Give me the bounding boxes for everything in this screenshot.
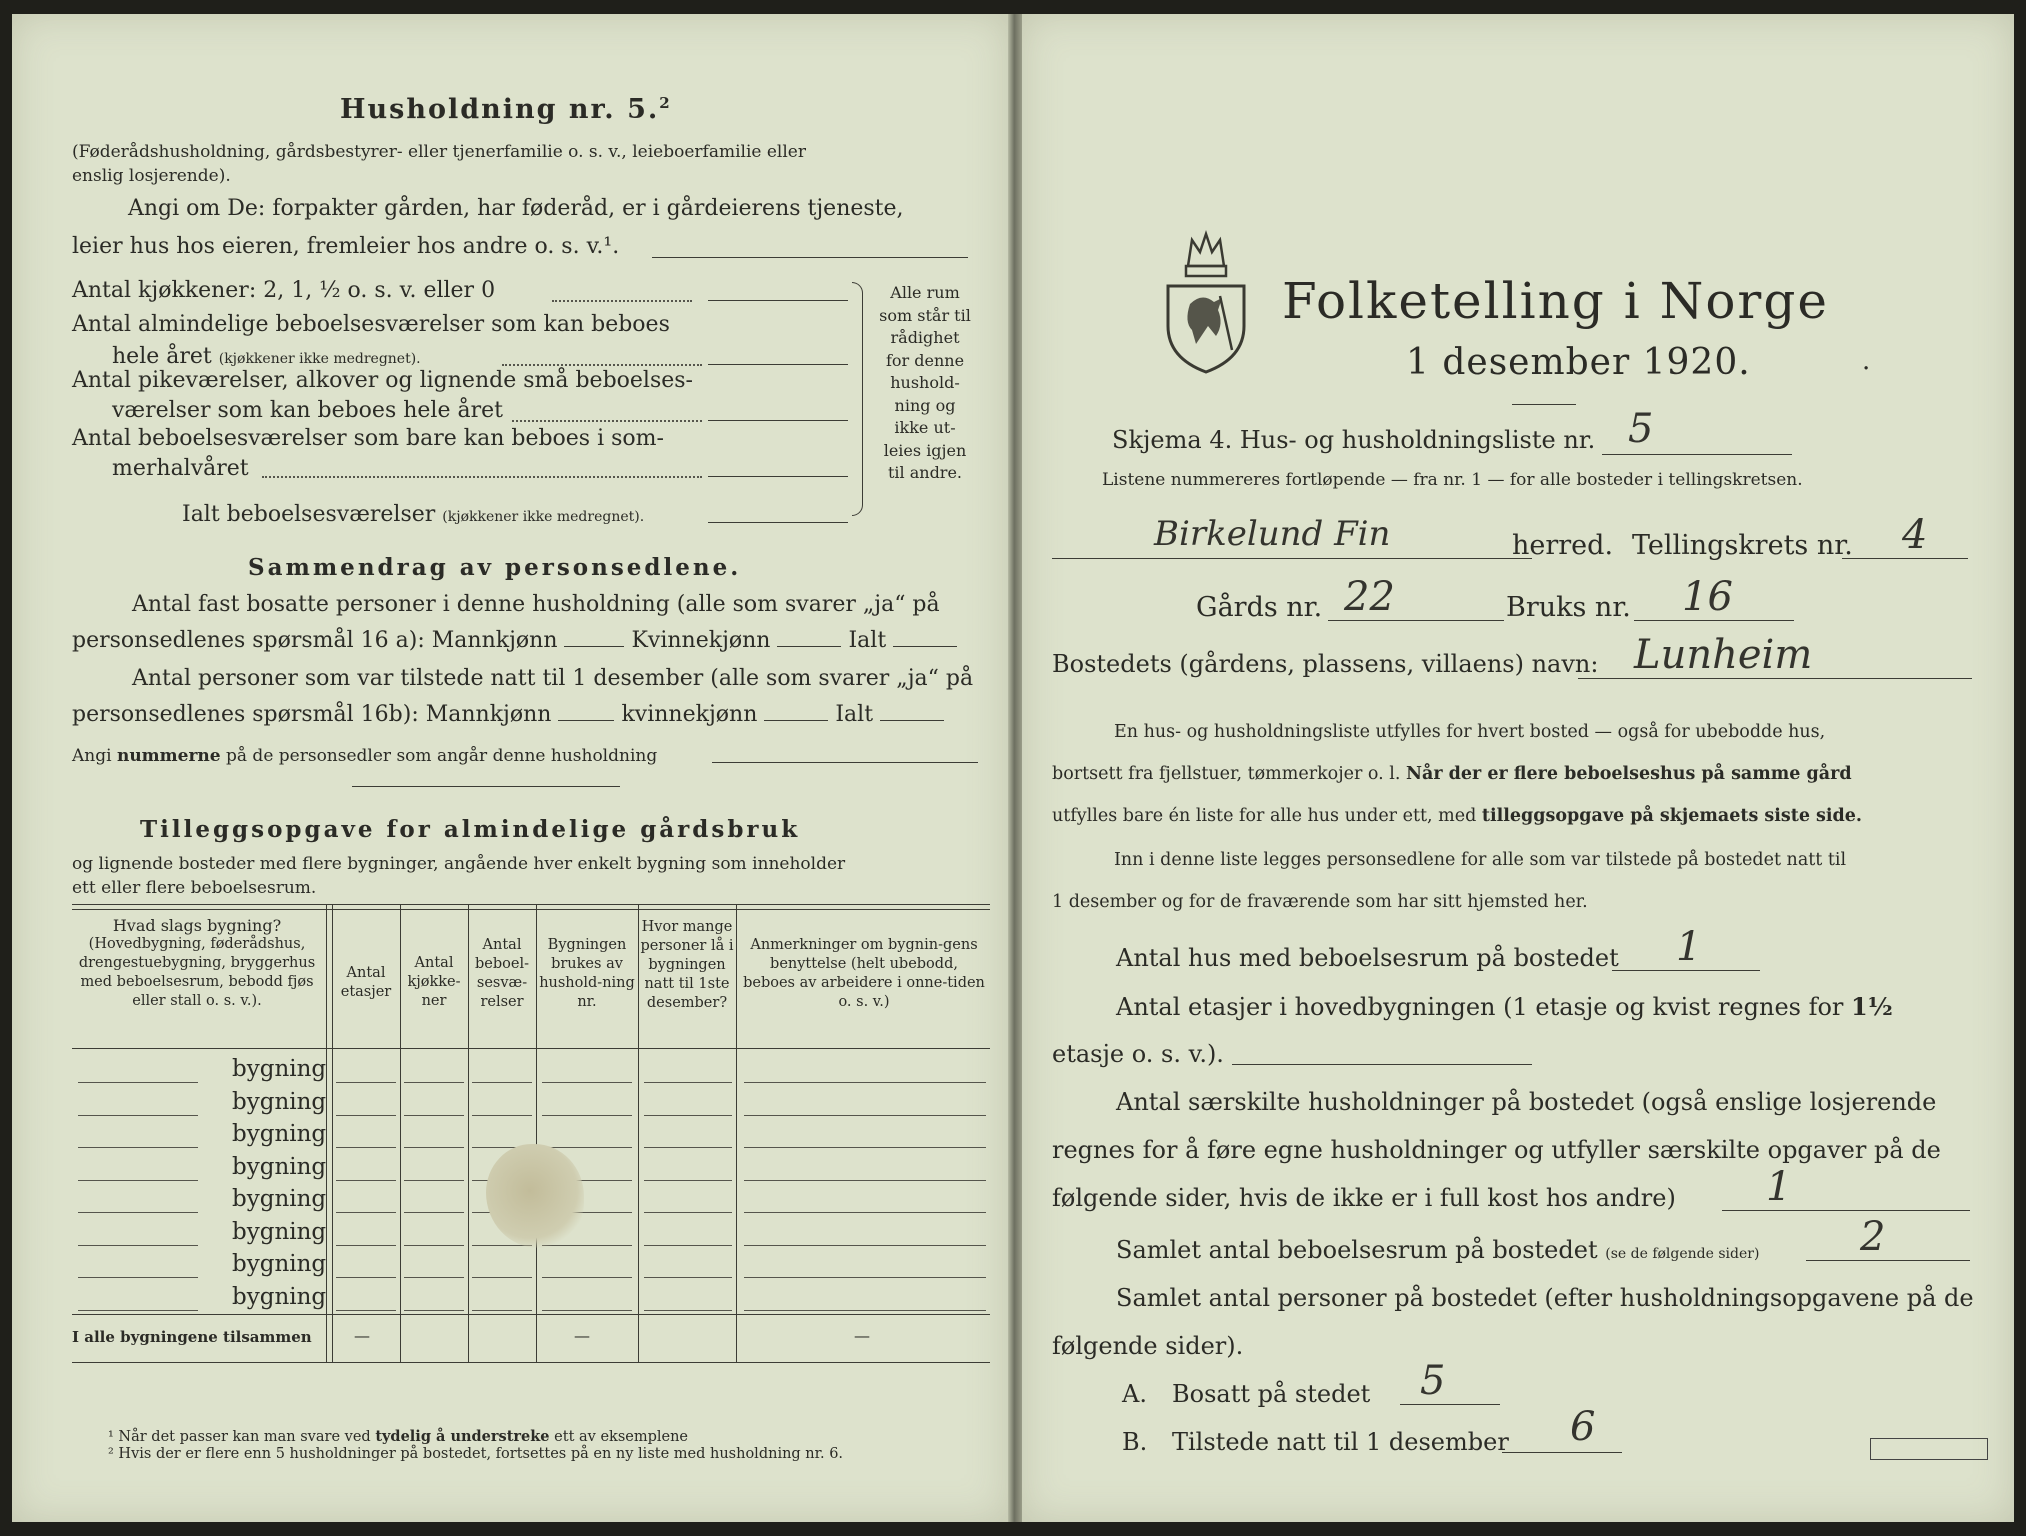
- row-building-blank: [78, 1310, 198, 1311]
- table-cell: [336, 1115, 396, 1116]
- header-persons: Hvor mange personer lå i bygningen natt til 1ste desember?: [640, 919, 734, 1011]
- q-households-value: 1: [1766, 1164, 1792, 1210]
- q-houses-answer-line: [1612, 970, 1760, 971]
- header-rooms: Antal beboel-sesvæ-relser: [475, 937, 529, 1010]
- table-row-label: bygning: [232, 1283, 327, 1310]
- rooms-maids-2: værelser som kan beboes hele året: [112, 398, 503, 423]
- gards-label: Gårds nr.: [1196, 592, 1323, 623]
- q-houses: Antal hus med beboelsesrum på bostedet: [1116, 944, 1619, 972]
- row-building-blank: [78, 1277, 198, 1278]
- a-text: Bosatt på stedet: [1172, 1380, 1371, 1408]
- rooms-total: Ialt beboelsesværelser (kjøkkener ikke medregnet).: [182, 502, 645, 527]
- row-building-blank: [78, 1180, 198, 1181]
- side-note-line: Alle rum: [890, 283, 960, 302]
- info-line-4: Inn i denne liste legges personsedlene for alle som var tilstede på bostedet natt til: [1114, 850, 1847, 870]
- table-row-label: bygning: [232, 1251, 327, 1277]
- table-cell: [542, 1115, 632, 1116]
- table-cell: [744, 1180, 986, 1181]
- header-floors: Antal etasjer: [340, 965, 392, 1000]
- table-cell: [404, 1245, 464, 1246]
- supplement-title: Tilleggsopgave for almindelige gårdsbruk: [140, 816, 801, 843]
- stray-dot: ·: [1862, 354, 1871, 384]
- numbering-note: Listene nummereres fortløpende — fra nr. 1 — for alle bosteder i tellingskretsen.: [1102, 470, 1803, 490]
- b-text: Tilstede natt til 1 desember: [1172, 1428, 1509, 1456]
- table-cell: [404, 1212, 464, 1213]
- rooms-ordinary-1: Antal almindelige beboelsesværelser som kan beboes: [72, 312, 670, 337]
- table-cell: [472, 1277, 532, 1278]
- bosted-label: Bostedets (gårdens, plassens, villaens) navn:: [1052, 650, 1599, 678]
- table-col-rule: [332, 904, 333, 1362]
- row-building-blank: [78, 1115, 198, 1116]
- dots: [512, 420, 702, 422]
- herred-value: Birkelund Fin: [1154, 514, 1391, 554]
- table-cell: [336, 1147, 396, 1148]
- header-kitchens: Antal kjøkke-ner: [407, 955, 461, 1009]
- table-cell: [404, 1082, 464, 1083]
- table-cell: [404, 1277, 464, 1278]
- page-fold: [1008, 14, 1022, 1522]
- info-line-2: bortsett fra fjellstuer, tømmerkojer o. l. Når der er flere beboelseshus på samme gård: [1052, 764, 1852, 784]
- table-rule: [72, 1362, 990, 1363]
- summary-line-4: personsedlenes spørsmål 16b): Mannkjønn kvinnekjønn Ialt: [72, 702, 944, 727]
- brace: [852, 282, 863, 516]
- table-cell: [744, 1310, 986, 1311]
- a-answer-line: [1400, 1404, 1500, 1405]
- table-cell: [542, 1310, 632, 1311]
- table-cell: [744, 1082, 986, 1083]
- q-rooms: Samlet antal beboelsesrum på bostedet (se de følgende sider): [1116, 1236, 1760, 1264]
- table-cell: [644, 1180, 732, 1181]
- b-value: 6: [1570, 1404, 1596, 1450]
- supplement-text-1: og lignende bosteder med flere bygninger, angående hver enkelt bygning som inneholder: [72, 854, 846, 874]
- info-line-3: utfylles bare én liste for alle hus under ett, med tilleggsopgave på skjemaets siste side.: [1052, 806, 1863, 826]
- table-cell: [644, 1245, 732, 1246]
- table-cell: [404, 1147, 464, 1148]
- table-cell: [336, 1180, 396, 1181]
- header-household: Bygningen brukes av hushold-ning nr.: [539, 937, 635, 1010]
- table-cell: [744, 1212, 986, 1213]
- table-cell: [744, 1277, 986, 1278]
- side-note-line: som står til: [879, 305, 971, 325]
- q-households-answer-line: [1722, 1210, 1970, 1211]
- rooms-kitchens: Antal kjøkkener: 2, 1, ½ o. s. v. eller 0: [72, 278, 496, 303]
- table-cell: [472, 1310, 532, 1311]
- question-line-1: Angi om De: forpakter gården, har føderåd, er i gårdeierens tjeneste,: [128, 196, 904, 221]
- schema-label: Skjema 4. Hus- og husholdningsliste nr.: [1112, 426, 1596, 454]
- table-cell: [336, 1310, 396, 1311]
- answer-line-total: [708, 522, 848, 523]
- a-label: A.: [1122, 1380, 1147, 1408]
- total-dash: —: [354, 1326, 370, 1345]
- q-rooms-value: 2: [1860, 1214, 1886, 1260]
- rooms-summer-1: Antal beboelsesværelser som bare kan beboes i som-: [72, 426, 664, 451]
- table-cell: [644, 1277, 732, 1278]
- dots: [262, 476, 702, 478]
- row-building-blank: [78, 1212, 198, 1213]
- total-dash: —: [854, 1326, 870, 1345]
- table-cell: [404, 1180, 464, 1181]
- summary-line-1: Antal fast bosatte personer i denne husholdning (alle som svarer „ja“ på: [132, 592, 940, 617]
- rooms-ordinary-2: hele året (kjøkkener ikke medregnet).: [112, 344, 421, 369]
- table-cell: [542, 1082, 632, 1083]
- q-floors-2: etasje o. s. v.).: [1052, 1040, 1224, 1068]
- section-divider: [352, 786, 620, 787]
- bruks-answer-line: [1634, 620, 1794, 621]
- intro-line-1: (Føderådshusholdning, gårdsbestyrer- eller tjenerfamilie o. s. v., leieboerfamilie eller: [72, 142, 806, 162]
- gards-answer-line: [1328, 620, 1504, 621]
- table-rule: [72, 904, 990, 905]
- table-cell: [542, 1147, 632, 1148]
- answer-line-ordinary: [708, 364, 848, 365]
- rooms-summer-2: merhalvåret: [112, 456, 249, 481]
- table-cell: [542, 1277, 632, 1278]
- dots: [552, 300, 692, 302]
- table-col-rule: [536, 904, 537, 1362]
- question-answer-line: [652, 257, 968, 258]
- answer-line-kitchens: [708, 300, 848, 301]
- krets-label: Tellingskrets nr.: [1632, 530, 1853, 561]
- supplement-text-2: ett eller flere beboelsesrum.: [72, 878, 317, 898]
- table-cell: [472, 1082, 532, 1083]
- row-building-blank: [78, 1245, 198, 1246]
- table-cell: [644, 1310, 732, 1311]
- q-houses-value: 1: [1676, 924, 1702, 970]
- q-households-2: regnes for å føre egne husholdninger og utfyller særskilte opgaver på de: [1052, 1136, 1941, 1164]
- household-title: Husholdning nr. 5.$^2$: [340, 94, 672, 125]
- rooms-maids-1: Antal pikeværelser, alkover og lignende små beboelses-: [72, 368, 693, 393]
- numbers-answer-line: [712, 762, 978, 763]
- herred-answer-line: [1052, 558, 1532, 559]
- table-row-label: bygning: [232, 1218, 327, 1245]
- schema-value: 5: [1628, 406, 1654, 452]
- table-cell: [744, 1147, 986, 1148]
- table-cell: [744, 1245, 986, 1246]
- bruks-label: Bruks nr.: [1506, 592, 1631, 623]
- krets-answer-line: [1842, 558, 1968, 559]
- side-note-line: for denne: [885, 350, 965, 370]
- answer-line-summer: [708, 476, 848, 477]
- total-dash: —: [574, 1326, 590, 1345]
- b-label: B.: [1122, 1428, 1148, 1456]
- summary-line-2: personsedlenes spørsmål 16 a): Mannkjønn Kvinnekjønn Ialt: [72, 628, 957, 653]
- summary-title: Sammendrag av personsedlene.: [248, 554, 742, 581]
- q-households-3: følgende sider, hvis de ikke er i full kost hos andre): [1052, 1184, 1676, 1212]
- table-row-label: bygning: [232, 1153, 327, 1180]
- q-persons-1: Samlet antal personer på bostedet (efter husholdningsopgavene på de: [1116, 1284, 1974, 1312]
- q-floors-answer-line: [1232, 1064, 1532, 1065]
- table-cell: [644, 1082, 732, 1083]
- table-cell: [472, 1115, 532, 1116]
- header-remarks: Anmerkninger om bygnin-gens benyttelse (helt ubebodd, beboes av arbeidere i onne-tiden o. s. v.): [743, 937, 985, 1010]
- schema-answer-line: [1602, 454, 1792, 455]
- b-answer-line: [1502, 1452, 1622, 1453]
- info-line-5: 1 desember og for de fraværende som har sitt hjemsted her.: [1052, 892, 1588, 912]
- dots: [502, 364, 702, 366]
- census-title: Folketelling i Norge: [1282, 272, 1829, 330]
- krets-value: 4: [1902, 512, 1928, 558]
- q-persons-2: følgende sider).: [1052, 1332, 1244, 1360]
- table-cell: [644, 1212, 732, 1213]
- a-value: 5: [1420, 1358, 1446, 1404]
- table-cell: [336, 1212, 396, 1213]
- table-col-rule: [400, 904, 401, 1362]
- paper-stain: [486, 1144, 584, 1248]
- answer-line-maids: [708, 420, 848, 421]
- side-note-line: ikke ut-: [894, 418, 956, 437]
- total-label: I alle bygningene tilsammen: [72, 1328, 312, 1346]
- side-note-line: rådighet: [890, 328, 960, 347]
- summary-line-5: Angi nummerne på de personsedler som angår denne husholdning: [72, 746, 658, 766]
- footnote-1: ¹ Når det passer kan man svare ved tydelig å understreke ett av eksemplene: [108, 1428, 689, 1445]
- table-cell: [644, 1115, 732, 1116]
- coat-of-arms-icon: [1162, 226, 1250, 376]
- table-cell: [336, 1277, 396, 1278]
- bruks-value: 16: [1682, 574, 1733, 620]
- bosted-value: Lunheim: [1634, 632, 1813, 678]
- header-building-type: Hvad slags bygning? (Hovedbygning, føderådshus, drengestuebygning, bryggerhus med beboelsesrum, bebodd fjøs eller stall o. s. v.).: [78, 916, 316, 1009]
- table-col-rule: [638, 904, 639, 1362]
- table-cell: [404, 1310, 464, 1311]
- table-row-label: bygning: [232, 1088, 327, 1115]
- q-floors-1: Antal etasjer i hovedbygningen (1 etasje og kvist regnes for 1½: [1116, 992, 1893, 1021]
- table-cell: [336, 1245, 396, 1246]
- question-line-2: leier hus hos eieren, fremleier hos andre o. s. v.¹.: [72, 234, 620, 259]
- herred-label: herred.: [1512, 530, 1614, 561]
- table-col-rule: [736, 904, 737, 1362]
- side-note-line: leies igjen: [883, 440, 967, 460]
- summary-line-3: Antal personer som var tilstede natt til 1 desember (alle som svarer „ja“ på: [132, 666, 974, 691]
- table-cell: [336, 1082, 396, 1083]
- info-line-1: En hus- og husholdningsliste utfylles for hvert bosted — også for ubebodde hus,: [1114, 722, 1826, 742]
- right-page: [1022, 14, 2014, 1522]
- left-page: [12, 14, 1008, 1522]
- bosted-answer-line: [1578, 678, 1972, 679]
- side-note-line: til andre.: [887, 463, 963, 482]
- row-building-blank: [78, 1082, 198, 1083]
- gards-value: 22: [1344, 574, 1395, 620]
- table-rule: [72, 1314, 990, 1315]
- table-row-label: bygning: [232, 1121, 327, 1147]
- table-row-label: bygning: [232, 1056, 327, 1082]
- table-rule: [72, 909, 990, 910]
- side-note-line: hushold-: [890, 373, 960, 392]
- table-cell: [404, 1115, 464, 1116]
- intro-line-2: enslig losjerende).: [72, 166, 231, 186]
- table-rule: [72, 1048, 990, 1049]
- table-cell: [744, 1115, 986, 1116]
- title-divider: [1512, 404, 1576, 405]
- side-note-line: ning og: [894, 395, 956, 415]
- census-date: 1 desember 1920.: [1406, 342, 1751, 383]
- row-building-blank: [78, 1147, 198, 1148]
- printer-stamp: [1870, 1438, 1988, 1460]
- side-note: [870, 282, 980, 485]
- table-col-rule: [468, 904, 469, 1362]
- footnote-2: ² Hvis der er flere enn 5 husholdninger på bostedet, fortsettes på en ny liste med husholdning nr. 6.: [108, 1446, 844, 1462]
- table-row-label: bygning: [232, 1186, 327, 1212]
- q-households-1: Antal særskilte husholdninger på bostedet (også enslige losjerende: [1116, 1088, 1937, 1116]
- table-cell: [644, 1147, 732, 1148]
- q-rooms-answer-line: [1806, 1260, 1970, 1261]
